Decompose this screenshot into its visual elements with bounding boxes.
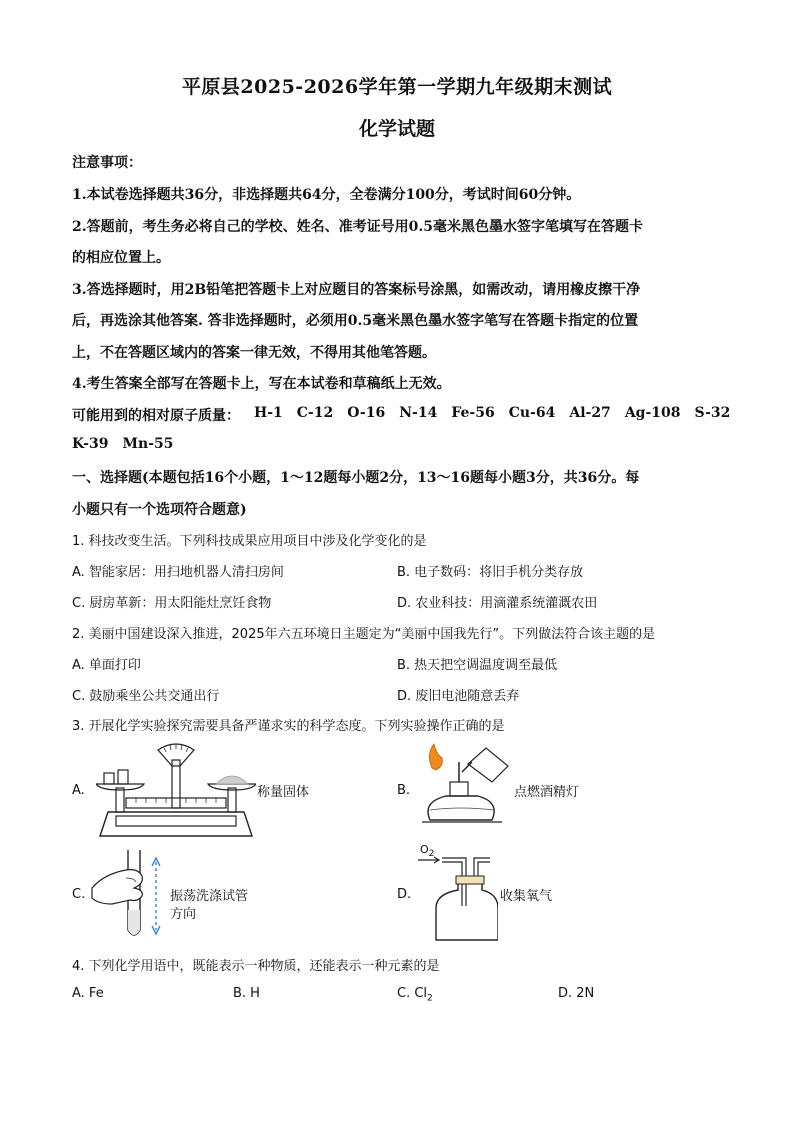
q2-stem: 2. 美丽中国建设深入推进，2025年六五环境日主题定为“美丽中国我先行”。下列做法符合该主题的是 — [72, 627, 656, 642]
atomic-mass-fe: Fe-56 — [451, 405, 495, 421]
q2-option-d[interactable]: D. 废旧电池随意丢弃 — [397, 689, 520, 704]
q3-option-c-caption-2: 方向 — [170, 907, 197, 922]
note-3-line-3: 上，不在答题区域内的答案一律无效，不得用其他笔答题。 — [72, 345, 436, 361]
q1-option-b[interactable]: B. 电子数码：将旧手机分类存放 — [397, 565, 584, 580]
q1-option-a[interactable]: A. 智能家居：用扫地机器人清扫房间 — [72, 565, 284, 580]
q3-option-a-letter[interactable]: A. — [72, 783, 85, 798]
atomic-mass-h: H-1 — [254, 405, 283, 421]
note-1: 1.本试卷选择题共36分，非选择题共64分，全卷满分100分，考试时间60分钟。 — [72, 187, 581, 203]
notes-heading: 注意事项： — [72, 155, 142, 171]
atomic-mass-o: O-16 — [347, 405, 386, 421]
note-3-line-2: 后，再选涂其他答案. 答非选择题时，必须用0.5毫米黑色墨水签字笔写在答题卡指定的位置 — [72, 313, 639, 329]
atomic-mass-cu: Cu-64 — [508, 405, 556, 421]
atomic-mass-mn: Mn-55 — [122, 436, 174, 452]
exam-subtitle: 化学试题 — [358, 118, 435, 140]
note-4: 4.考生答案全部写在答题卡上，写在本试卷和草稿纸上无效。 — [72, 376, 451, 392]
alcohol-lamp-icon — [416, 742, 516, 834]
q3-option-c-letter[interactable]: C. — [72, 887, 86, 902]
atomic-mass-al: Al-27 — [569, 405, 611, 421]
section-heading-line-2: 小题只有一个选项符合题意) — [72, 502, 247, 518]
atomic-mass-line-2 — [72, 436, 173, 452]
atomic-mass-c: C-12 — [296, 405, 334, 421]
test-tube-hand-icon — [90, 848, 170, 944]
q4-option-c[interactable]: C. $Cl_2$ — [397, 986, 433, 1004]
q4-option-a[interactable]: A. Fe — [72, 986, 104, 1001]
atomic-mass-k: K-39 — [72, 436, 109, 452]
q1-option-c[interactable]: C. 厨房革新：用太阳能灶烹饪食物 — [72, 596, 272, 611]
q3-option-a-caption: 称量固体 — [257, 785, 310, 800]
atomic-mass-s: S-32 — [694, 405, 731, 421]
atomic-mass-n: N-14 — [399, 405, 438, 421]
q4-option-d[interactable]: D. 2N — [558, 986, 595, 1001]
q4-stem: 4. 下列化学用语中，既能表示一种物质，还能表示一种元素的是 — [72, 959, 440, 974]
section-heading-line-1: 一、选择题(本题包括16个小题，1～12题每小题2分，13～16题每小题3分，共36分。每 — [72, 470, 640, 486]
q1-stem: 1. 科技改变生活。下列科技成果应用项目中涉及化学变化的是 — [72, 534, 427, 549]
exam-title: 平原县2025-2026学年第一学期九年级期末测试 — [181, 76, 613, 98]
gas-bottle-icon — [418, 854, 498, 942]
q1-option-d[interactable]: D. 农业科技：用滴灌系统灌溉农田 — [397, 596, 598, 611]
atomic-mass-label: 可能用到的相对原子质量： — [72, 408, 240, 424]
q3-stem: 3. 开展化学实验探究需要具备严谨求实的科学态度。下列实验操作正确的是 — [72, 719, 505, 734]
q3-option-c-caption-1: 振荡洗涤试管 — [170, 889, 249, 904]
q4-option-b[interactable]: B. H — [233, 986, 260, 1001]
note-2-line-2: 的相应位置上。 — [72, 250, 170, 266]
atomic-mass-ag: Ag-108 — [624, 405, 681, 421]
q3-option-d-caption: 收集氧气 — [500, 889, 553, 904]
q2-option-b[interactable]: B. 热天把空调温度调至最低 — [397, 658, 558, 673]
atomic-mass-line-1 — [72, 405, 731, 425]
q3-option-b-caption: 点燃酒精灯 — [514, 785, 580, 800]
q2-option-a[interactable]: A. 单面打印 — [72, 658, 141, 673]
balance-icon — [96, 740, 256, 840]
note-3-line-1: 3.答选择题时，用2B铅笔把答题卡上对应题目的答案标号涂黑，如需改动，请用橡皮擦干净 — [72, 282, 641, 298]
q3-option-d-letter[interactable]: D. — [397, 887, 412, 902]
o2-label: $O_2$ — [420, 843, 435, 860]
q3-option-b-letter[interactable]: B. — [397, 783, 411, 798]
q2-option-c[interactable]: C. 鼓励乘坐公共交通出行 — [72, 689, 220, 704]
note-2-line-1: 2.答题前，考生务必将自己的学校、姓名、准考证号用0.5毫米黑色墨水签字笔填写在答题卡 — [72, 219, 643, 235]
